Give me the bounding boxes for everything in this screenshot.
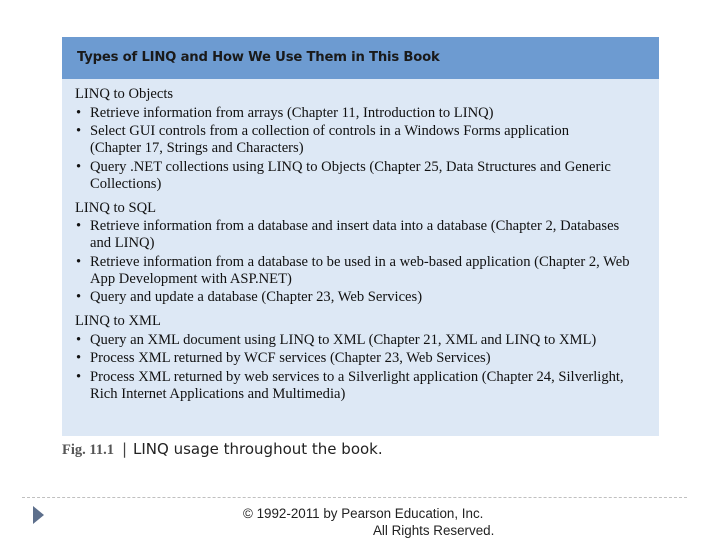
linq-section: [75, 313, 653, 403]
bullet-line: Query .NET collections using LINQ to Objects (Chapter 25, Data Structures and Generic: [90, 158, 611, 175]
figure-number: Fig. 11.1: [62, 442, 114, 458]
triangle-arrow-icon: [33, 506, 44, 524]
linq-section: [75, 200, 653, 307]
bullet-line: Retrieve information from arrays (Chapter 11, Introduction to LINQ): [90, 104, 494, 121]
section-title: LINQ to SQL: [75, 199, 157, 216]
bullet-icon: •: [76, 289, 82, 305]
bullet-item: [75, 123, 653, 157]
linq-section: [75, 86, 653, 193]
bullet-item: [75, 105, 653, 122]
caption-separator: |: [121, 440, 128, 458]
section-title: LINQ to Objects: [75, 86, 174, 102]
bullet-line: Rich Internet Applications and Multimedia): [90, 385, 346, 402]
bullet-line: (Chapter 17, Strings and Characters): [90, 140, 304, 156]
bullet-line: Retrieve information from a database and insert data into a database (Chapter 2, Databases: [90, 218, 620, 234]
bullet-icon: •: [76, 218, 82, 234]
bullet-line: and LINQ): [90, 235, 155, 251]
bullet-line: Select GUI controls from a collection of controls in a Windows Forms application: [90, 123, 570, 139]
bullet-item: [75, 218, 653, 252]
figure-body: [62, 79, 659, 436]
figure-header: Types of LINQ and How We Use Them in This Book: [62, 37, 659, 79]
bullet-line: Retrieve information from a database to be used in a web-based application (Chapter 2, Web: [90, 253, 630, 270]
caption-text: LINQ usage throughout the book.: [133, 440, 383, 458]
bullet-item: [75, 369, 653, 403]
bullet-item: [75, 332, 653, 349]
bullet-line: Process XML returned by web services to a Silverlight application (Chapter 24, Silverlight,: [90, 368, 624, 385]
bullet-item: [75, 159, 653, 193]
rights-line: All Rights Reserved.: [373, 523, 495, 538]
bullet-icon: •: [76, 350, 82, 366]
bullet-icon: •: [76, 104, 82, 121]
bullet-icon: •: [76, 368, 82, 385]
bullet-line: Collections): [90, 175, 162, 192]
section-title: LINQ to XML: [75, 313, 161, 329]
bullet-line: App Development with ASP.NET): [90, 270, 292, 287]
bullet-icon: •: [76, 158, 82, 175]
bullet-icon: •: [76, 253, 82, 270]
bullet-item: [75, 289, 653, 306]
copyright-line: © 1992-2011 by Pearson Education, Inc.: [243, 506, 484, 521]
figure-caption: [62, 440, 383, 459]
bullet-line: Query and update a database (Chapter 23, Web Services): [90, 289, 423, 305]
bullet-item: [75, 350, 653, 367]
bullet-icon: •: [76, 331, 82, 348]
bullet-line: Process XML returned by WCF services (Chapter 23, Web Services): [90, 350, 491, 366]
slide-divider: [22, 497, 687, 498]
bullet-line: Query an XML document using LINQ to XML (Chapter 21, XML and LINQ to XML): [90, 331, 597, 348]
copyright-footer: [243, 505, 494, 539]
figure-table: [62, 37, 659, 436]
bullet-item: [75, 254, 653, 288]
bullet-icon: •: [76, 123, 82, 139]
